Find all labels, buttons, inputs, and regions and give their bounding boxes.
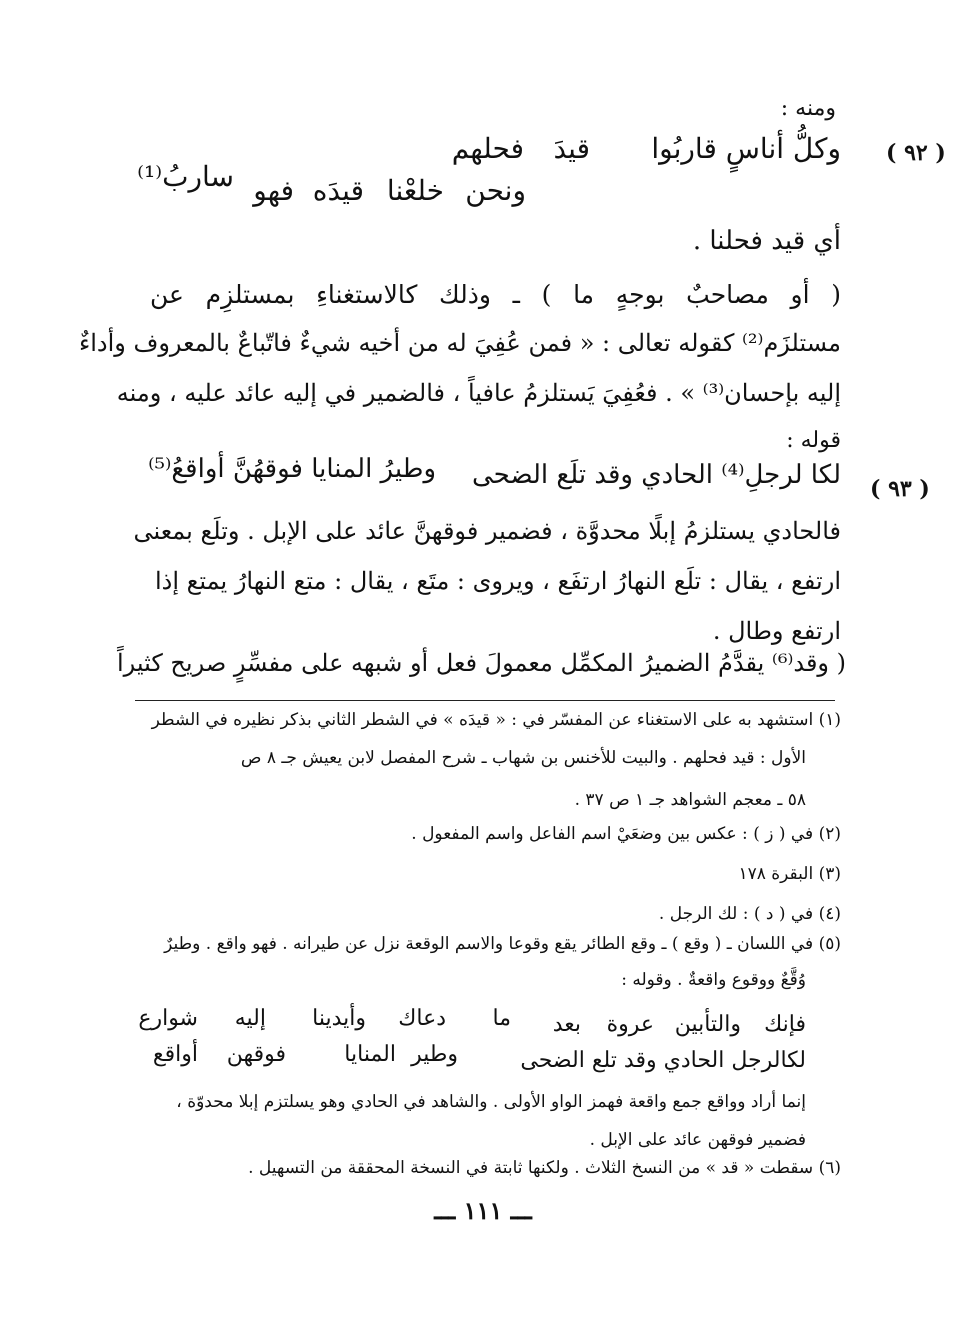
page-number: ـــ ١١١ ـــ — [434, 1196, 532, 1225]
fn-verse1-word2: والتأبين — [674, 1012, 741, 1037]
fn-verse1-word4: بعد — [552, 1012, 581, 1037]
verse92-hemistich2-part3: قيدَه — [312, 174, 364, 207]
fn-verse2-word3: فوقهن — [226, 1042, 286, 1067]
footnote-5-line2: وُقَّعٌ ووقوع واقعةٌ . وقوله : — [621, 970, 806, 990]
para1-line2: مستلزَم⁽²⁾ كقوله تعالى : « فمن عُفِيَ له من أخيه شيءٌ فاتّباعٌ بالمعروف وأداءٌ — [78, 329, 841, 357]
footnote-5-line3: إنما أراد وواقع جمع واقعة فهمز الواو الأولى . والشاهد في الحادي وهو يسلتزم إبلا محدوّة ، — [176, 1092, 806, 1112]
footnote-1-line3: ٥٨ ـ معجم الشواهد جـ ١ ص ٣٧ . — [574, 790, 806, 810]
para1-line4: قوله : — [786, 428, 841, 453]
para2-line2: ارتفع ، يقال : تلَع النهارُ ارتفَع ، ويروى : متَع ، يقال : متع النهارُ يمتع إذا — [154, 567, 841, 595]
para2-line3: ارتفع وطال . — [712, 617, 841, 645]
fn-verse1-word9: شوارع — [138, 1006, 198, 1031]
footnote-6: (٦) سقطت « قد » من النسخ الثلاث . ولكنها ثابتة في النسخة المحققة من التسهيل . — [248, 1158, 841, 1178]
footnote-1-line1: (١) استشهد به على الاستغناء عن المفسّر في : « قيدَه » في الشطر الثاني بذكر نظيره في الشطر — [151, 710, 841, 730]
para3-line1: ( وقد⁽⁶⁾ يقدَّمُ الضميرُ المكمِّل معمولَ فعل أو شبهه على مفسِّرٍ صريح كثيراً — [116, 649, 846, 677]
para1-line3: إليه بإحسان⁽³⁾ » . فعُفِيَ يَستلزمُ عافياً ، فالضمير في إليه عائد عليه ، ومنه — [116, 379, 841, 407]
fn-verse1-word6: دعاك — [398, 1006, 446, 1031]
para2-line1: فالحادي يستلزمُ إبلًا محدوَّة ، فضمير فوقهنَّ عائد على الإبل . وتلَع بمعنى — [133, 517, 841, 545]
verse92-hemistich1-part3: فحلهم — [451, 132, 524, 165]
verse92-hemistich1-part2: قيدَ — [553, 132, 590, 165]
verse93-hemistich1: لكا لرجلِ⁽⁴⁾ الحادي وقد تلَع الضحى — [471, 460, 841, 490]
footnote-5-line1: (٥) في اللسان ـ ( وقع ) ـ وقع الطائر يقع وقوعا والاسم الوقعة نزل عن طيرانه . فهو واقع . وطيرٌ — [164, 934, 841, 954]
verse-number-93: ( ٩٣ ) — [870, 476, 930, 502]
footnote-3: (٣) البقرة ١٧٨ — [738, 864, 841, 884]
intro-line: ومنه : — [780, 96, 836, 121]
verse93-hemistich2: وطيرُ المنايا فوقهُنَّ أواقعُ⁽⁵⁾ — [148, 454, 436, 484]
verse92-hemistich2-part2: خلعْنا — [386, 174, 444, 207]
para1-line1: ( أو مصاحبٌ بوجهٍ ما ) ـ وذلك كالاستغناءِ بمستلزِم عن — [150, 280, 841, 309]
verse92-hemistich1-part1: وكلُّ أناسٍ قاربُوا — [651, 132, 841, 165]
footnote-4: (٤) في ( د ) : لك الرجل . — [658, 904, 841, 924]
fn-verse1-word1: فإنك — [764, 1012, 806, 1037]
fn-verse2-word4: أواقع — [152, 1042, 198, 1067]
footnote-2: (٢) في ( ز ) : عكس بين وضعَيْ اسم الفاعل واسم المفعول . — [411, 824, 841, 844]
fn-verse2-word2: المنايا — [344, 1042, 396, 1067]
verse92-hemistich2-part4: فهو — [253, 174, 294, 207]
text-line-ai: أي قيد فحلنا . — [692, 226, 841, 256]
fn-verse1-word7: وأيدينا — [312, 1006, 366, 1031]
verse-number-92: ( ٩٢ ) — [886, 140, 946, 166]
fn-verse1-word5: ما — [492, 1006, 511, 1031]
verse92-hemistich2-part1: ونحن — [465, 174, 526, 207]
footnote-5-line4: فضمير فوقهن عائد على الإبل . — [589, 1130, 806, 1150]
fn-verse1-word3: عروة — [606, 1012, 654, 1037]
fn-verse2-hemistich1: لكالرجل الحادي وقد تلع الضحى — [520, 1048, 806, 1073]
fn-verse2-word1: وطير — [411, 1042, 458, 1067]
footnote-divider — [135, 700, 835, 701]
fn-verse1-word8: إليه — [234, 1006, 266, 1031]
footnote-1-line2: الأول : قيد فحلهم . والبيت للأخنس بن شهاب ـ شرح المفصل لابن يعيش جـ ٨ ص — [240, 748, 806, 768]
verse92-hemistich2-part5: ساربُ⁽¹⁾ — [137, 160, 234, 193]
